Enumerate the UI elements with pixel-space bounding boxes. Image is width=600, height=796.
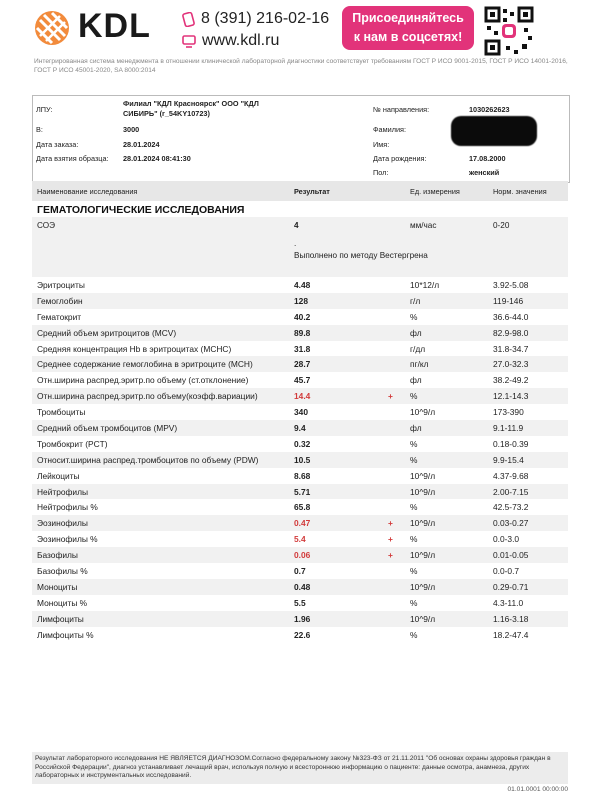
- result-value: 4.48: [294, 280, 311, 290]
- reference-range: 0.18-0.39: [493, 438, 529, 449]
- esr-norm: 0-20: [493, 221, 510, 230]
- table-row: [32, 436, 568, 452]
- table-row: [32, 341, 568, 357]
- result-unit: фл: [410, 423, 422, 434]
- table-row: [32, 515, 568, 531]
- esr-unit: мм/час: [410, 221, 437, 230]
- result-name: Лимфоциты %: [37, 629, 94, 640]
- reference-range: 173-390: [493, 407, 524, 418]
- reference-range: 0.0-3.0: [493, 534, 520, 545]
- table-row: [32, 388, 568, 404]
- kdl-logo[interactable]: KDL: [78, 7, 151, 45]
- result-name: Нейтрофилы: [37, 486, 89, 497]
- result-name: Тромбоциты: [37, 407, 86, 418]
- surname-label: Фамилия:: [373, 125, 407, 134]
- reference-range: 0.29-0.71: [493, 581, 529, 592]
- result-unit: %: [410, 534, 418, 545]
- abnormal-flag: +: [388, 550, 393, 561]
- result-value: 0.32: [294, 438, 311, 449]
- result-name: Эозинофилы %: [37, 534, 98, 545]
- reference-range: 36.6-44.0: [493, 311, 529, 322]
- result-value: 0.7: [294, 566, 306, 577]
- reference-range: 12.1-14.3: [493, 391, 529, 402]
- reference-range: 2.00-7.15: [493, 486, 529, 497]
- table-row: [32, 547, 568, 563]
- footer-code: 01.01.0001 00:00:00: [507, 786, 568, 793]
- referral-label: № направления:: [373, 105, 430, 114]
- name-label: Имя:: [373, 140, 390, 149]
- result-value: 0.47: [294, 518, 311, 529]
- results-table-header: [32, 181, 568, 201]
- result-unit: 10^9/л: [410, 470, 436, 481]
- result-value: 340: [294, 407, 308, 418]
- esr-method: Выполнено по методу Вестергрена: [294, 251, 428, 260]
- table-row: [32, 611, 568, 627]
- result-value: 14.4: [294, 391, 311, 402]
- table-row: [32, 420, 568, 436]
- result-unit: 10*12/л: [410, 280, 440, 290]
- table-row: [32, 325, 568, 341]
- reference-range: 31.8-34.7: [493, 343, 529, 354]
- social-promo-banner[interactable]: [342, 6, 474, 50]
- lpu-label: ЛПУ:: [36, 105, 53, 114]
- result-value: 0.48: [294, 581, 311, 592]
- result-name: Тромбокрит (PCT): [37, 438, 108, 449]
- result-name: Базофилы %: [37, 566, 88, 577]
- result-value: 22.6: [294, 629, 311, 640]
- reference-range: 0.03-0.27: [493, 518, 529, 529]
- col-unit-header: Ед. измерения: [410, 187, 460, 196]
- result-name: Средний объем тромбоцитов (MPV): [37, 423, 178, 434]
- result-unit: 10^9/л: [410, 581, 436, 592]
- reference-range: 82.9-98.0: [493, 327, 529, 338]
- result-value: 65.8: [294, 502, 311, 513]
- certification-text: Интегрированная система менеджмента в отношении клинической лабораторной диагностики соответствует требованиям ГОСТ Р ИСО 9001-2015, ГОСТ Р ИСО 14001-2016, ГОСТ Р ИСО 45001-2020, SA 8000:2014: [34, 58, 568, 74]
- result-value: 45.7: [294, 375, 311, 386]
- contacts: [182, 8, 329, 52]
- reference-range: 3.92-5.08: [493, 280, 529, 290]
- result-name: Моноциты: [37, 581, 78, 592]
- reference-range: 18.2-47.4: [493, 629, 529, 640]
- reference-range: 27.0-32.3: [493, 359, 529, 370]
- abnormal-flag: +: [388, 518, 393, 529]
- referral-number: 1030262623: [469, 105, 510, 114]
- table-row: [32, 404, 568, 420]
- monitor-icon: [182, 35, 196, 48]
- result-name: Нейтрофилы %: [37, 502, 98, 513]
- result-value: 28.7: [294, 359, 311, 370]
- result-name: Среднее содержание гемоглобина в эритроците (MCH): [37, 359, 253, 370]
- order-date-label: Дата заказа:: [36, 140, 79, 149]
- patient-info-block: [32, 95, 570, 183]
- esr-row: [32, 217, 568, 277]
- result-value: 0.06: [294, 550, 311, 561]
- redacted-name: [451, 116, 537, 146]
- result-value: 1.96: [294, 613, 311, 624]
- result-value: 8.68: [294, 470, 311, 481]
- result-unit: 10^9/л: [410, 486, 436, 497]
- phone-number[interactable]: 8 (391) 216-02-16: [201, 10, 330, 27]
- result-value: 10.5: [294, 454, 311, 465]
- table-row: [32, 309, 568, 325]
- esr-name: СОЭ: [37, 221, 55, 230]
- kdl-logo-mark-icon: [34, 10, 70, 46]
- reference-range: 38.2-49.2: [493, 375, 529, 386]
- result-name: Отн.ширина распред.эритр.по объему(коэфф.вариации): [37, 391, 258, 402]
- result-value: 5.5: [294, 597, 306, 608]
- abnormal-flag: +: [388, 391, 393, 402]
- reference-range: 9.9-15.4: [493, 454, 524, 465]
- qr-code-icon[interactable]: [484, 6, 534, 56]
- phone-icon: [182, 12, 195, 27]
- result-unit: 10^9/л: [410, 407, 436, 418]
- table-row: [32, 563, 568, 579]
- result-unit: 10^9/л: [410, 518, 436, 529]
- promo-line-2: к нам в соцсетях!: [353, 30, 463, 44]
- result-unit: %: [410, 438, 418, 449]
- result-value: 9.4: [294, 423, 306, 434]
- table-row: [32, 277, 568, 293]
- website-link[interactable]: www.kdl.ru: [202, 32, 280, 49]
- result-name: Эритроциты: [37, 280, 85, 290]
- result-name: Лимфоциты: [37, 613, 84, 624]
- birth-label: Дата рождения:: [373, 154, 427, 163]
- sample-date-label: Дата взятия образца:: [36, 154, 109, 163]
- abnormal-flag: +: [388, 534, 393, 545]
- sex-value: женский: [469, 168, 500, 177]
- result-value: 128: [294, 295, 308, 306]
- lpu-line-1: Филиал "КДЛ Красноярск" ООО "КДЛ: [123, 99, 259, 108]
- table-row: [32, 499, 568, 515]
- result-name: Базофилы: [37, 550, 78, 561]
- table-row: [32, 293, 568, 309]
- reference-range: 9.1-11.9: [493, 423, 524, 434]
- result-value: 5.71: [294, 486, 311, 497]
- result-unit: %: [410, 311, 418, 322]
- result-unit: фл: [410, 327, 422, 338]
- disclaimer-footer: Результат лабораторного исследования НЕ ЯВЛЯЕТСЯ ДИАГНОЗОМ.Согласно федеральному закону №323-ФЗ от 21.11.2011 "Об основах охраны здоровья граждан в Российской Федерации", диагноз устанавливает лечащий врач, используя полную и всестороннюю информацию о пациенте: данные осмотра, анамнеза, других лабораторных и инструментальных исследований.: [32, 752, 568, 784]
- reference-range: 4.37-9.68: [493, 470, 529, 481]
- result-value: 89.8: [294, 327, 311, 338]
- result-name: Средняя концентрация Hb в эритроцитах (MCHC): [37, 343, 232, 354]
- reference-range: 0.0-0.7: [493, 566, 520, 577]
- table-row: [32, 595, 568, 611]
- table-row: [32, 356, 568, 372]
- result-value: 40.2: [294, 311, 311, 322]
- esr-dot: .: [294, 239, 297, 248]
- table-row: [32, 372, 568, 388]
- col-name-header: Наименование исследования: [37, 187, 138, 196]
- result-name: Гемоглобин: [37, 295, 83, 306]
- reference-range: 42.5-73.2: [493, 502, 529, 513]
- col-result-header: Результат: [294, 187, 330, 196]
- v-value: 3000: [123, 125, 140, 134]
- result-name: Эозинофилы: [37, 518, 88, 529]
- section-title: ГЕМАТОЛОГИЧЕСКИЕ ИССЛЕДОВАНИЯ: [37, 204, 245, 216]
- result-unit: %: [410, 454, 418, 465]
- reference-range: 1.16-3.18: [493, 613, 529, 624]
- result-unit: пг/кл: [410, 359, 429, 370]
- result-unit: фл: [410, 375, 422, 386]
- table-row: [32, 452, 568, 468]
- sex-label: Пол:: [373, 168, 389, 177]
- report-header: [34, 6, 574, 56]
- result-unit: %: [410, 391, 418, 402]
- results-rows: [32, 277, 568, 642]
- result-name: Лейкоциты: [37, 470, 80, 481]
- table-row: [32, 531, 568, 547]
- result-name: Моноциты %: [37, 597, 88, 608]
- sample-date: 28.01.2024 08:41:30: [123, 154, 191, 163]
- result-unit: 10^9/л: [410, 550, 436, 561]
- table-row: [32, 627, 568, 643]
- table-row: [32, 484, 568, 500]
- result-name: Гематокрит: [37, 311, 82, 322]
- promo-line-1: Присоединяйтесь: [352, 11, 464, 25]
- result-unit: г/л: [410, 295, 421, 306]
- result-value: 5.4: [294, 534, 306, 545]
- lpu-line-2: СИБИРЬ" (r_54KY10723): [123, 109, 210, 118]
- reference-range: 4.3-11.0: [493, 597, 524, 608]
- result-name: Отн.ширина распред.эритр.по объему (ст.отклонение): [37, 375, 249, 386]
- birth-date: 17.08.2000: [469, 154, 506, 163]
- col-norm-header: Норм. значения: [493, 187, 547, 196]
- result-unit: %: [410, 566, 418, 577]
- result-unit: 10^9/л: [410, 613, 436, 624]
- reference-range: 0.01-0.05: [493, 550, 529, 561]
- esr-value: 4: [294, 221, 299, 230]
- result-unit: г/дл: [410, 343, 426, 354]
- table-row: [32, 579, 568, 595]
- result-name: Средний объем эритроцитов (MCV): [37, 327, 177, 338]
- order-date: 28.01.2024: [123, 140, 160, 149]
- result-value: 31.8: [294, 343, 311, 354]
- reference-range: 119-146: [493, 295, 524, 306]
- table-row: [32, 468, 568, 484]
- result-unit: %: [410, 502, 418, 513]
- result-name: Относит.ширина распред.тромбоцитов по объему (PDW): [37, 454, 259, 465]
- v-label: В:: [36, 125, 43, 134]
- result-unit: %: [410, 629, 418, 640]
- result-unit: %: [410, 597, 418, 608]
